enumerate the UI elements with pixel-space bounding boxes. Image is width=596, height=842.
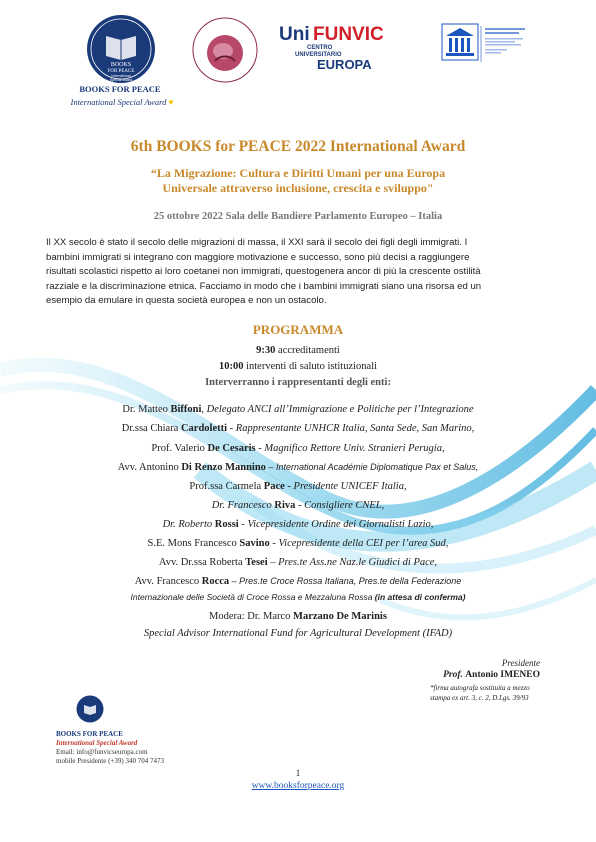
intro-paragraph: Il XX secolo è stato il secolo delle migrazioni di massa, il XXI sarà il secolo dei figli degli immigrati. I bambini immigrati si integrano con maggiore motivazione e successo, sono più decisi a raggiungere risultati scolastici rispetto ai loro coetanei non immigrati, questogenera ancor di più la crescente ostilità razziale e la discriminazione etnica. Facciamo in modo che i bambini immigrati siano una risorsa ed un esempio da emulare in questa società europea e non un ostacolo.	[46, 237, 482, 306]
website-link[interactable]: www.booksforpeace.org	[251, 781, 345, 791]
speaker-row: S.E. Mons Francesco Savino - Vicepresidente della CEI per l’area Sud,	[147, 538, 449, 549]
signature-note: *firma autografa sostituita a mezzo stampa ex art. 3, c. 2, D.Lgs. 39/93	[430, 684, 530, 702]
speaker-row-continued: Internazionale delle Società di Croce Rossa e Mezzaluna Rossa (in attesa di conferma)	[130, 592, 466, 602]
svg-text:UNIVERSITARIO: UNIVERSITARIO	[295, 52, 342, 58]
programma-heading: PROGRAMMA	[252, 322, 344, 337]
logo-text: FOR PEACE	[107, 69, 135, 74]
footer-title: BOOKS FOR PEACE	[56, 730, 123, 738]
books-for-peace-logo	[86, 14, 156, 84]
page-subtitle: “La Migrazione: Cultura e Diritti Umani per una Europa Universale attraverso inclusione, crescita e sviluppo"	[150, 166, 446, 195]
unesco-logo	[441, 22, 531, 70]
academie-diplomatique-seal	[190, 15, 260, 85]
svg-text:EUROPA: EUROPA	[317, 57, 372, 72]
event-date-location: 25 ottobre 2022 Sala delle Bandiere Parlamento Europeo – Italia	[153, 211, 443, 222]
page-title: 6th BOOKS for PEACE 2022 International Award	[130, 138, 466, 155]
footer-email: Email: info@funvicseuropa.com	[56, 748, 148, 756]
logo-text: International	[111, 74, 131, 78]
page-number: 1	[295, 768, 301, 778]
footer-subtitle: International Special Award	[56, 739, 138, 747]
footer-mobile: mobile Presidente (+39) 340 704 7473	[56, 757, 164, 765]
speaker-row: Dr.ssa Chiara Cardoletti - Rappresentante UNHCR Italia, Santa Sede, San Marino,	[121, 423, 475, 434]
speaker-row: Dr. Matteo Biffoni, Delegato ANCI all’Immigrazione e Politiche per l’Integrazione	[122, 404, 474, 415]
svg-text:CENTRO: CENTRO	[307, 45, 333, 51]
speaker-row: Prof.ssa Carmela Pace - Presidente UNICEF Italia,	[189, 481, 407, 492]
logo-text: BOOKS	[110, 62, 132, 68]
logo-text: Special Award	[109, 78, 133, 82]
speaker-row: Dr. Francesco Riva - Consigliere CNEL,	[211, 500, 385, 511]
unifunvic-europa-logo	[277, 22, 437, 72]
books-for-peace-small-logo	[76, 695, 104, 723]
president-name: Prof. Antonio IMENEO	[443, 670, 540, 680]
speaker-row: Avv. Francesco Rocca – Pres.te Croce Rossa Italiana, Pres.te della Federazione	[134, 576, 462, 587]
special-award-subtitle: International Special Award ♥	[70, 97, 174, 107]
speaker-row: Prof. Valerio De Cesaris - Magnifico Rettore Univ. Stranieri Perugia,	[151, 443, 445, 454]
svg-text:Uni: Uni	[279, 24, 310, 45]
speaker-row: Dr. Roberto Rossi - Vicepresidente Ordine dei Giornalisti Lazio,	[162, 519, 434, 530]
schedule-item: 10:00 interventi di saluto istituzionali	[218, 361, 378, 372]
speaker-row: Avv. Antonino Di Renzo Mannino – International Académie Diplomatique Pax et Salus,	[117, 462, 479, 473]
speakers-intro: Interverranno i rappresentanti degli enti:	[205, 377, 391, 388]
president-label: Presidente	[501, 658, 540, 668]
schedule-item: 9:30 accreditamenti	[256, 345, 340, 356]
speaker-row: Avv. Dr.ssa Roberta Tesei – Pres.te Ass.ne Naz.le Giudici di Pace,	[158, 557, 438, 568]
moderator-line: Modera: Dr. Marco Marzano De Marinis	[209, 611, 387, 622]
svg-text:FUNVIC: FUNVIC	[313, 24, 384, 45]
books-for-peace-title: BOOKS FOR PEACE	[79, 84, 161, 94]
moderator-role: Special Advisor International Fund for Agricultural Development (IFAD)	[143, 628, 453, 639]
